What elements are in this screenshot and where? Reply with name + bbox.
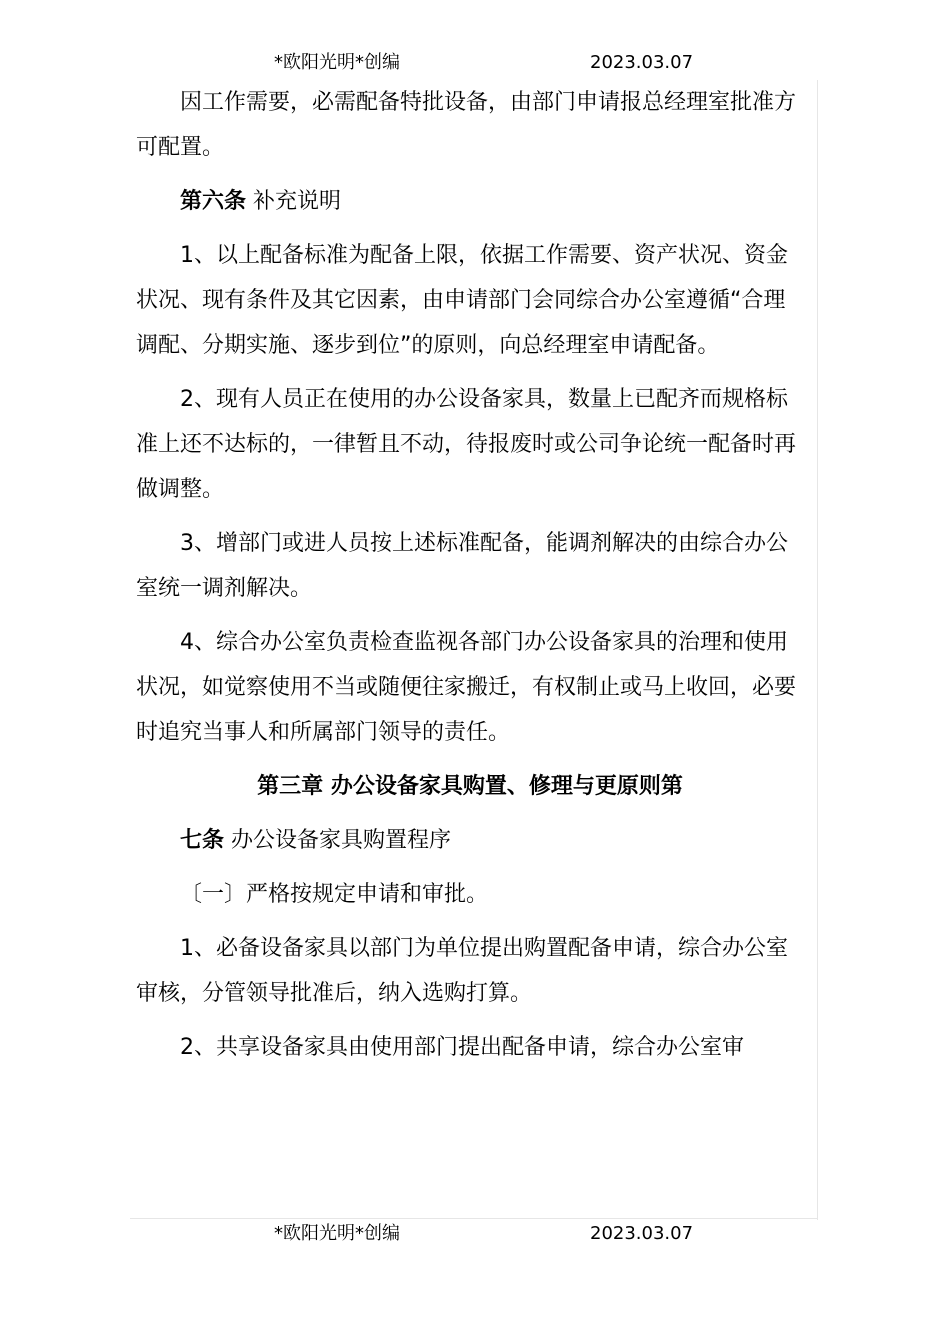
footer-author: *欧阳光明*创编 (274, 1223, 400, 1244)
article-6-title: 补充说明 (246, 189, 342, 214)
article-7-section-1: 〔一〕严格按规定申请和审批。 (180, 882, 489, 907)
article-6-item-4: 4、综合办公室负责检查监视各部门办公设备家具的治理和使用状况，如觉察使用不当或随便往家搬迁，有权制止或马上收回，必要时追究当事人和所属部门领导的责任。 (136, 630, 797, 745)
article-7-label: 七条 (180, 828, 225, 853)
header-author: *欧阳光明*创编 (274, 52, 400, 73)
article-6-item-1: 1、以上配备标准为配备上限，依据工作需要、资产状况、资金状况、现有条件及其它因素，由申请部门会同综合办公室遵循“合理调配、分期实施、逐步到位”的原则，向总经理室申请配备。 (136, 243, 788, 358)
article-6-item-3: 3、增部门或进人员按上述标准配备，能调剂解决的由综合办公室统一调剂解决。 (136, 531, 788, 601)
article-6-item-2: 2、现有人员正在使用的办公设备家具，数量上已配齐而规格标准上还不达标的，一律暂且不动，待报废时或公司争论统一配备时再做调整。 (136, 387, 797, 502)
article-7-title: 办公设备家具购置程序 (224, 828, 452, 853)
article-7-heading (136, 818, 804, 863)
footer-date: 2023.03.07 (590, 1223, 694, 1244)
article-6-label: 第六条 (180, 189, 247, 214)
article-7-item-2: 2、共享设备家具由使用部门提出配备申请，综合办公室审 (180, 1035, 744, 1060)
header-date: 2023.03.07 (590, 52, 694, 73)
page-border-right (817, 80, 818, 1220)
document-body (136, 80, 804, 1070)
article-6-heading (136, 179, 804, 224)
article-7-item-1: 1、必备设备家具以部门为单位提出购置配备申请，综合办公室审核，分管领导批准后，纳入选购打算。 (136, 936, 788, 1006)
paragraph-intro: 因工作需要，必需配备特批设备，由部门申请报总经理室批准方可配置。 (136, 90, 797, 160)
chapter-3-title: 第三章 办公设备家具购置、修理与更原则第 (257, 774, 683, 799)
footer-rule (130, 1218, 818, 1219)
